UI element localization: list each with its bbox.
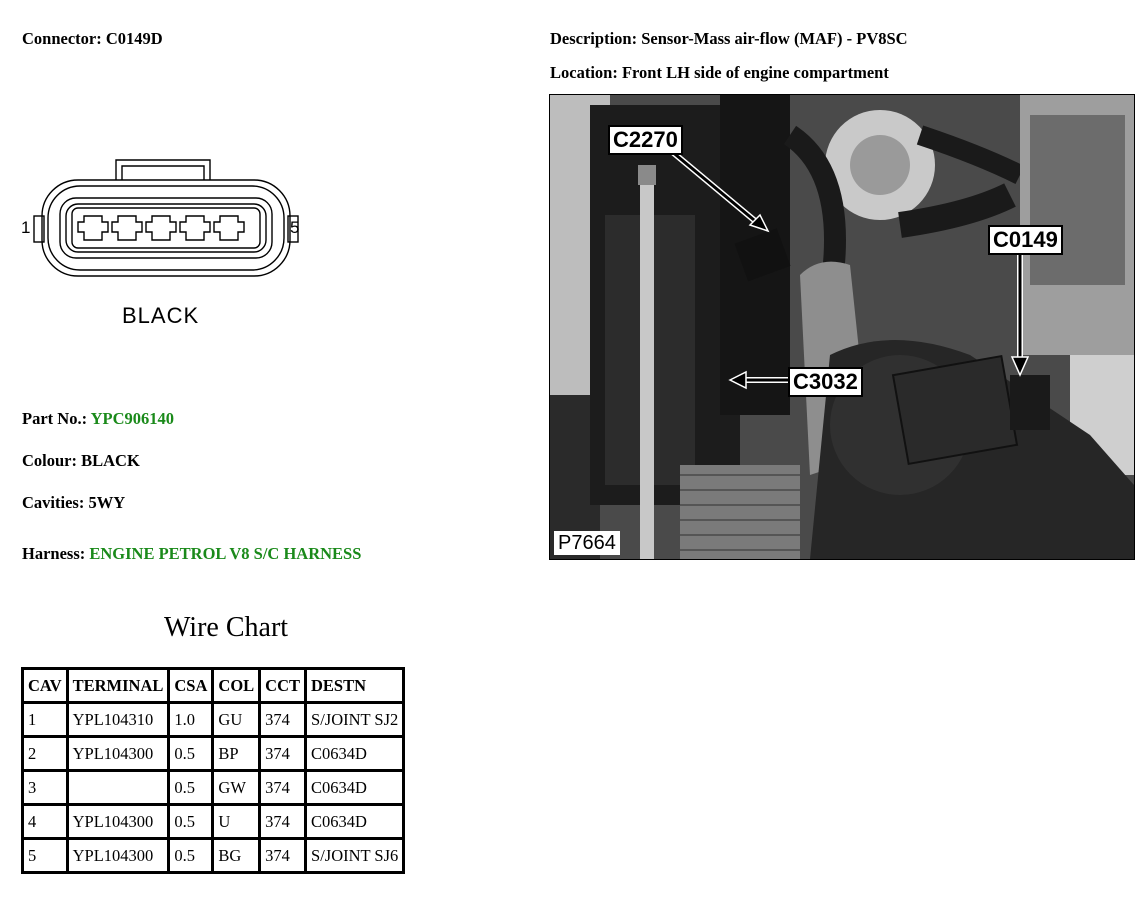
- cell-destn: C0634D: [307, 772, 402, 803]
- table-row: [24, 772, 402, 803]
- table-header-row: [24, 670, 402, 701]
- colour-value: BLACK: [81, 451, 140, 470]
- cell-destn: C0634D: [307, 806, 402, 837]
- cell-col: BG: [214, 840, 258, 871]
- cell-destn: S/JOINT SJ6: [307, 840, 402, 871]
- cell-terminal: [69, 772, 168, 803]
- cell-destn: S/JOINT SJ2: [307, 704, 402, 735]
- cell-cav: 3: [24, 772, 66, 803]
- cell-terminal: YPL104300: [69, 738, 168, 769]
- location-text: Location: Front LH side of engine compartment: [550, 63, 889, 82]
- cell-cct: 374: [261, 840, 304, 871]
- cell-csa: 1.0: [170, 704, 211, 735]
- connector-title: Connector: C0149D: [22, 29, 163, 48]
- cavities-value: 5WY: [88, 493, 126, 512]
- cell-cav: 5: [24, 840, 66, 871]
- connector-colour-label: BLACK: [122, 303, 200, 328]
- cell-csa: 0.5: [170, 840, 211, 871]
- harness-field: [22, 544, 361, 564]
- header-destn: DESTN: [307, 670, 402, 701]
- table-row: [24, 806, 402, 837]
- cell-csa: 0.5: [170, 738, 211, 769]
- table-row: [24, 840, 402, 871]
- cell-terminal: YPL104300: [69, 840, 168, 871]
- cavities-field: [22, 493, 125, 513]
- wire-chart-title: Wire Chart: [164, 612, 289, 643]
- photo-reference-label: P7664: [554, 531, 620, 555]
- cell-cct: 374: [261, 806, 304, 837]
- header-cav: CAV: [24, 670, 66, 701]
- callout-c0149: C0149: [988, 225, 1063, 255]
- harness-value: ENGINE PETROL V8 S/C HARNESS: [89, 544, 362, 563]
- cell-col: GU: [214, 704, 258, 735]
- wire-chart-table: [21, 667, 405, 874]
- pin-5-label: 5: [290, 218, 300, 237]
- cell-destn: C0634D: [307, 738, 402, 769]
- cell-col: U: [214, 806, 258, 837]
- cell-terminal: YPL104300: [69, 806, 168, 837]
- cell-col: BP: [214, 738, 258, 769]
- colour-field: [22, 451, 140, 471]
- header-terminal: TERMINAL: [69, 670, 168, 701]
- table-row: [24, 738, 402, 769]
- part-number-label: Part No.:: [22, 409, 88, 428]
- cell-cav: 2: [24, 738, 66, 769]
- description-text: Description: Sensor-Mass air-flow (MAF) - PV8SC: [550, 29, 908, 48]
- cell-cav: 1: [24, 704, 66, 735]
- table-row: [24, 704, 402, 735]
- engine-photo: [549, 94, 1135, 560]
- callout-c3032: C3032: [788, 367, 863, 397]
- header-csa: CSA: [170, 670, 211, 701]
- connector-diagram: [20, 150, 310, 290]
- harness-label: Harness:: [22, 544, 86, 563]
- engine-photo-illustration: [550, 95, 1134, 559]
- cell-csa: 0.5: [170, 772, 211, 803]
- cell-cct: 374: [261, 772, 304, 803]
- pin-1-label: 1: [21, 218, 31, 237]
- cell-terminal: YPL104310: [69, 704, 168, 735]
- part-number: [22, 409, 174, 429]
- cell-csa: 0.5: [170, 806, 211, 837]
- colour-label: Colour:: [22, 451, 77, 470]
- callout-c2270: C2270: [608, 125, 683, 155]
- connector-face-drawing: [20, 150, 310, 290]
- header-col: COL: [214, 670, 258, 701]
- cell-cav: 4: [24, 806, 66, 837]
- part-number-value: YPC906140: [90, 409, 174, 428]
- cell-cct: 374: [261, 704, 304, 735]
- cell-cct: 374: [261, 738, 304, 769]
- cell-col: GW: [214, 772, 258, 803]
- cavities-label: Cavities:: [22, 493, 85, 512]
- header-cct: CCT: [261, 670, 304, 701]
